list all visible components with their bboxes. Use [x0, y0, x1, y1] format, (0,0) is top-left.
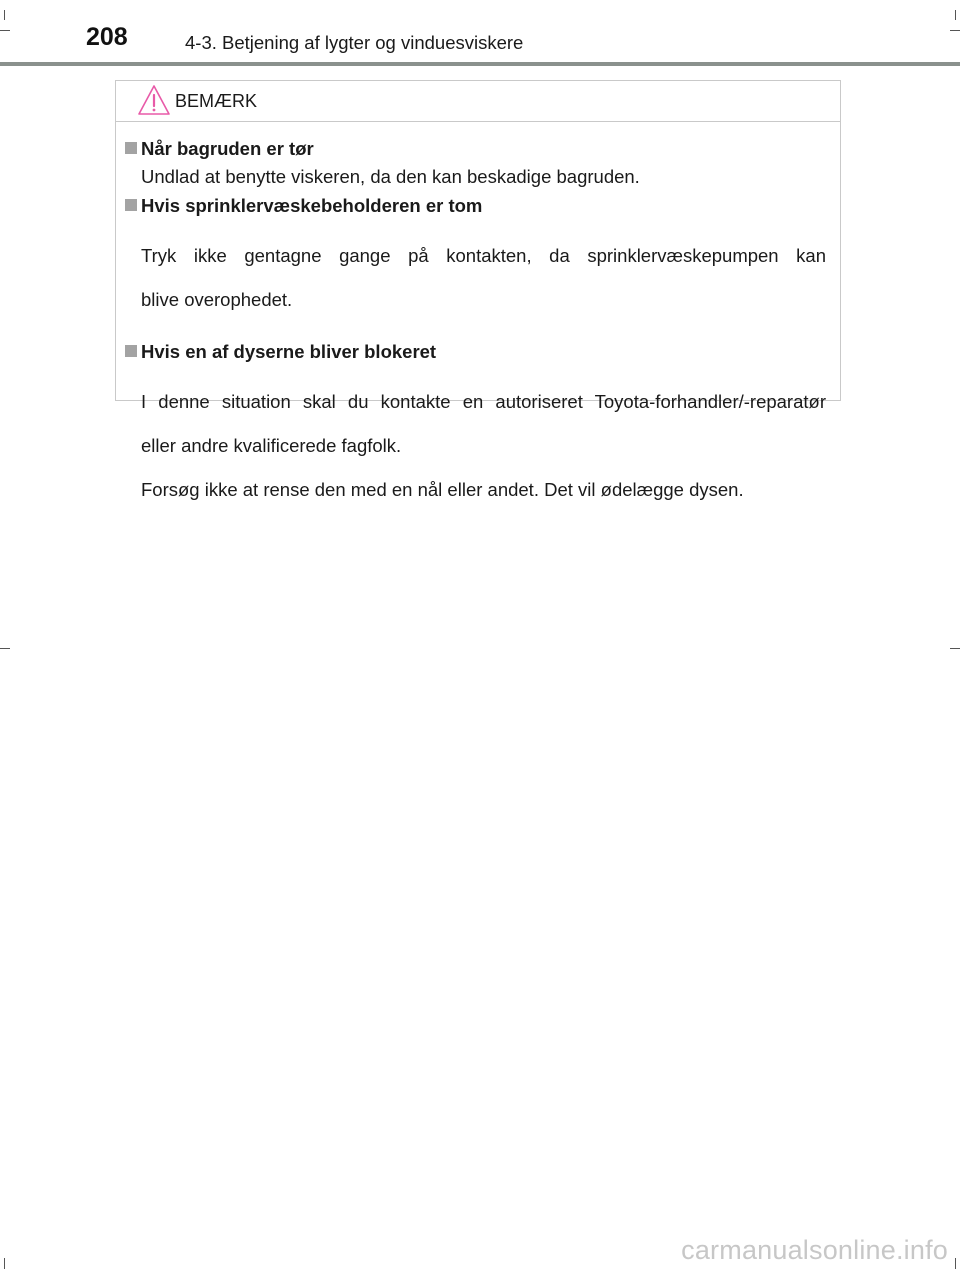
watermark: carmanualsonline.info — [681, 1235, 948, 1265]
item-heading — [125, 340, 826, 364]
page-number: 208 — [86, 23, 128, 51]
notice-item — [125, 137, 826, 188]
crop-mark — [4, 1258, 5, 1269]
notice-header — [116, 81, 840, 122]
square-bullet-icon — [125, 142, 137, 154]
item-text-line: Tryk ikke gentagne gange på kontakten, da sprinklervæskepumpen kan — [141, 245, 826, 266]
notice-box — [115, 80, 841, 500]
item-heading-text: Hvis sprinklervæskebeholderen er tom — [141, 195, 483, 216]
crop-mark — [955, 1258, 956, 1269]
page-header — [0, 0, 960, 66]
header-rule — [0, 62, 960, 66]
notice-body — [116, 122, 840, 523]
warning-triangle-icon — [137, 84, 171, 116]
crop-mark — [0, 648, 10, 649]
item-text — [125, 223, 826, 333]
item-text-line: Forsøg ikke at rense den med en nål eller andet. Det vil ødelægge dysen. — [141, 479, 744, 500]
item-text-line: blive overophedet. — [141, 289, 293, 310]
item-heading-text: Når bagruden er tør — [141, 138, 314, 159]
square-bullet-icon — [125, 199, 137, 211]
notice-item — [125, 340, 826, 523]
item-heading-text: Hvis en af dyserne bliver blokeret — [141, 341, 437, 362]
section-title: 4-3. Betjening af lygter og vinduesviskere — [185, 32, 524, 53]
item-heading — [125, 137, 826, 161]
item-text-line: I denne situation skal du kontakte en autoriseret Toyota-forhandler/-reparatør — [141, 391, 826, 412]
item-heading — [125, 194, 826, 218]
item-text-line: eller andre kvalificerede fagfolk. — [141, 435, 402, 456]
square-bullet-icon — [125, 345, 137, 357]
item-text: Undlad at benytte viskeren, da den kan beskadige bagruden. — [141, 166, 640, 187]
item-text — [125, 369, 826, 523]
crop-mark — [950, 648, 960, 649]
notice-title: BEMÆRK — [175, 91, 258, 111]
notice-item — [125, 194, 826, 333]
